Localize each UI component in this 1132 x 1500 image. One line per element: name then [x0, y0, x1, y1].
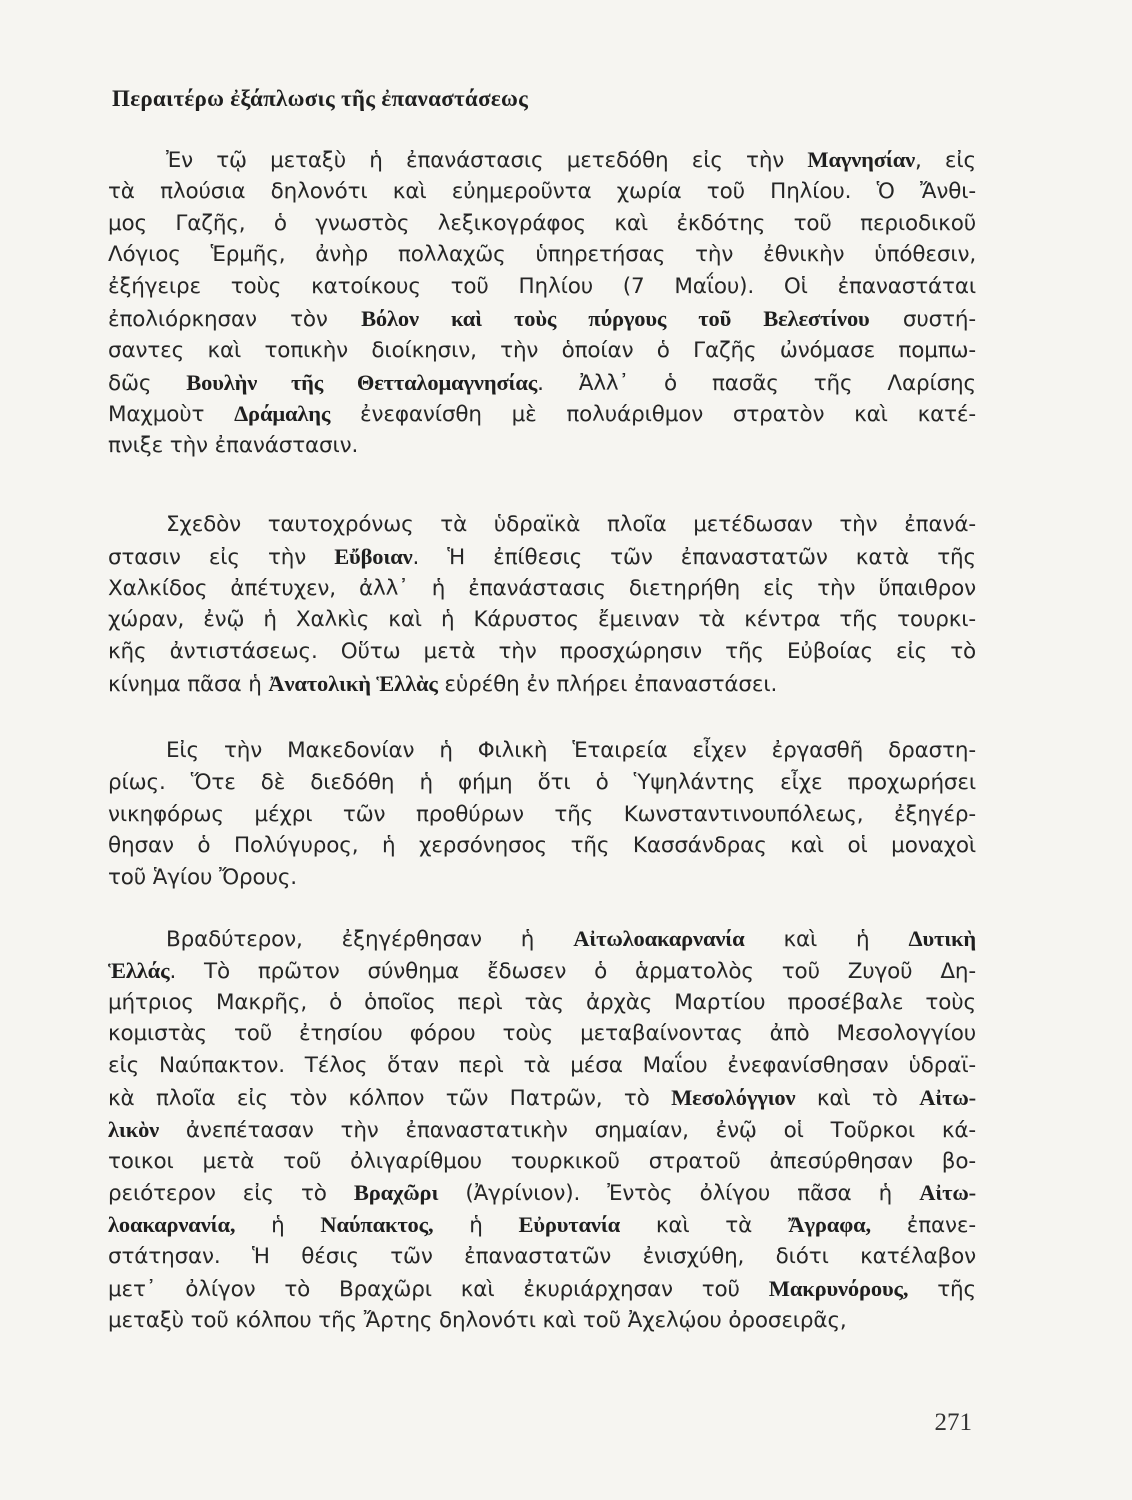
bold-term: Αἰτω- — [919, 1180, 976, 1206]
text-segment: , εἰς — [915, 148, 976, 173]
text-segment: στάτησαν. Ἡ θέσις τῶν ἐπαναστατῶν ἐνισχύθη, διότι κατέλαβον — [108, 1243, 976, 1269]
text-line — [108, 176, 976, 208]
text-segment: εἰς Ναύπακτον. Τέλος ὅταν περὶ τὰ μέσα Μαΐου ἐνεφανίσθησαν ὑδραϊ- — [108, 1053, 976, 1079]
text-segment: κομιστὰς τοῦ ἐτησίου φόρου τοὺς μεταβαίνοντας ἀπὸ Μεσολογγίου — [108, 1021, 976, 1047]
text-segment: ἐνεφανίσθη μὲ πολυάριθμον στρατὸν καὶ κατέ- — [330, 402, 976, 428]
text-segment: Μαχμοὺτ — [108, 402, 235, 428]
text-segment: τῆς — [908, 1276, 976, 1302]
bold-term: Βουλὴν τῆς Θετταλομαγνησίας — [186, 369, 538, 395]
text-segment: σαντες καὶ τοπικὴν διοίκησιν, τὴν ὁποίαν ὁ Γαζῆς ὠνόμασε πομπω- — [108, 337, 976, 363]
text-line — [108, 1114, 976, 1146]
text-segment: μεταξὺ τοῦ κόλπου τῆς Ἄρτης δηλονότι καὶ τοῦ Ἀχελῴου ὀροσειρᾶς, — [108, 1307, 847, 1333]
text-line — [108, 541, 976, 573]
text-segment: δῶς — [108, 370, 187, 396]
bold-term: Εὔβοιαν — [334, 543, 413, 569]
text-line — [108, 239, 976, 271]
bold-term: Αἰτωλοακαρνανία — [573, 926, 745, 951]
text-line — [108, 509, 976, 541]
text-line — [108, 398, 976, 430]
text-segment: μήτριος Μακρῆς, ὁ ὁποῖος περὶ τὰς ἀρχὰς Μαρτίου προσέβαλε τοὺς — [108, 989, 976, 1015]
text-segment: στασιν εἰς τὴν — [108, 544, 335, 570]
text-line — [108, 1273, 976, 1305]
text-segment: ἡ — [433, 1213, 519, 1239]
text-segment: . Ἡ ἐπίθεσις τῶν ἐπαναστατῶν κατὰ τῆς — [412, 544, 976, 570]
text-segment: μος Γαζῆς, ὁ γνωστὸς λεξικογράφος καὶ ἐκδότης τοῦ περιοδικοῦ — [108, 210, 976, 236]
text-segment: . Τὸ πρῶτον σύνθημα ἔδωσεν ὁ ἁρματολὸς τοῦ Ζυγοῦ Δη- — [169, 958, 976, 984]
text-segment: Εἰς τὴν Μακεδονίαν ἡ Φιλικὴ Ἑταιρεία εἶχεν ἐργασθῆ δραστη- — [166, 738, 976, 763]
text-line — [108, 430, 976, 462]
text-line — [108, 735, 976, 767]
text-line — [108, 604, 976, 636]
text-line — [108, 636, 976, 668]
text-segment: καὶ ἡ — [744, 927, 909, 952]
text-segment: Λόγιος Ἑρμῆς, ἀνὴρ πολλαχῶς ὑπηρετήσας τὴν ἐθνικὴν ὑπόθεσιν, — [108, 242, 976, 268]
text-line — [108, 1305, 976, 1337]
text-segment: τοῦ Ἁγίου Ὄρους. — [108, 865, 297, 891]
text-segment: κῆς ἀντιστάσεως. Οὕτω μετὰ τὴν προσχώρησιν τῆς Εὐβοίας εἰς τὸ — [108, 639, 976, 665]
text-line — [108, 1146, 976, 1178]
text-line — [108, 271, 976, 303]
bold-term: Ἑλλάς — [108, 957, 170, 983]
text-segment: Σχεδὸν ταυτοχρόνως τὰ ὑδραϊκὰ πλοῖα μετέδωσαν τὴν ἐπανά- — [166, 512, 976, 537]
text-segment: Ἐν τῷ μεταξὺ ἡ ἐπανάστασις μετεδόθη εἰς τὴν — [166, 148, 808, 173]
text-line — [108, 208, 976, 240]
text-line — [108, 862, 976, 894]
bold-term: Ἄγραφα, — [787, 1212, 871, 1238]
text-segment: ἐξήγειρε τοὺς κατοίκους τοῦ Πηλίου (7 Μαΐου). Οἱ ἐπαναστάται — [108, 274, 976, 300]
text-line — [108, 955, 976, 987]
bold-term: Δράμαλης — [234, 401, 331, 427]
paragraph-3 — [108, 735, 976, 894]
bold-term: Αἰτω- — [919, 1084, 976, 1110]
text-segment: τὰ πλούσια δηλονότι καὶ εὐημεροῦντα χωρία τοῦ Πηλίου. Ὁ Ἄνθι- — [108, 178, 976, 204]
bold-term: Μακρυνόρους, — [768, 1275, 909, 1301]
text-segment: Βραδύτερον, ἐξηγέρθησαν ἡ — [166, 927, 574, 952]
text-segment: κίνημα πᾶσα ἡ — [108, 671, 269, 697]
text-line — [108, 987, 976, 1019]
bold-term: Βόλον καὶ τοὺς πύργους τοῦ Βελεστίνου — [361, 305, 870, 331]
text-line — [108, 573, 976, 605]
bold-term: λικὸν — [108, 1116, 160, 1142]
bold-term: Ἀνατολικὴ Ἑλλὰς — [268, 670, 438, 696]
text-line — [108, 830, 976, 862]
text-segment: πνιξε τὴν ἐπανάστασιν. — [108, 433, 359, 459]
text-line — [108, 1082, 976, 1114]
text-segment: θησαν ὁ Πολύγυρος, ἡ χερσόνησος τῆς Κασσάνδρας καὶ οἱ μοναχοὶ — [108, 833, 976, 859]
bold-term: Δυτικὴ — [908, 926, 976, 951]
text-line — [108, 144, 976, 176]
text-line — [108, 335, 976, 367]
bold-term: Μαγνησίαν — [807, 147, 916, 172]
text-segment: μετ᾽ ὀλίγον τὸ Βραχῶρι καὶ ἐκυριάρχησαν τοῦ — [108, 1276, 769, 1302]
paragraph-2 — [108, 509, 976, 700]
section-heading: Περαιτέρω ἐξάπλωσις τῆς ἐπαναστάσεως — [112, 86, 529, 111]
text-segment: εὑρέθη ἐν πλήρει ἐπαναστάσει. — [437, 671, 778, 697]
page-number: 271 — [934, 1409, 972, 1436]
text-line — [108, 1018, 976, 1050]
text-segment: συστή- — [869, 306, 976, 332]
text-line — [108, 668, 976, 700]
text-segment: ἀνεπέτασαν τὴν ἐπαναστατικὴν σημαίαν, ἐνῷ οἱ Τοῦρκοι κά- — [159, 1117, 976, 1143]
text-line — [108, 303, 976, 335]
text-segment: κὰ πλοῖα εἰς τὸν κόλπον τῶν Πατρῶν, τὸ — [108, 1085, 672, 1111]
text-segment: τοικοι μετὰ τοῦ ὀλιγαρίθμου τουρκικοῦ στρατοῦ ἀπεσύρθησαν βο- — [108, 1148, 976, 1174]
text-line — [108, 1050, 976, 1082]
text-line — [108, 767, 976, 799]
text-segment: ἡ — [235, 1213, 321, 1239]
text-line — [108, 923, 976, 955]
text-segment: καὶ τὸ — [795, 1085, 920, 1111]
text-line — [108, 1209, 976, 1241]
text-segment: ρίως. Ὅτε δὲ διεδόθη ἡ φήμη ὅτι ὁ Ὑψηλάντης εἶχε προχωρήσει — [108, 769, 976, 795]
bold-term: Μεσολόγγιον — [671, 1084, 796, 1110]
text-segment: ἐπανε- — [870, 1213, 976, 1239]
text-line — [108, 367, 976, 399]
paragraph-4 — [108, 923, 976, 1336]
text-line — [108, 1177, 976, 1209]
text-segment: ρειότερον εἰς τὸ — [108, 1181, 354, 1207]
text-segment: χώραν, ἐνῷ ἡ Χαλκὶς καὶ ἡ Κάρυστος ἔμειναν τὰ κέντρα τῆς τουρκι- — [108, 607, 976, 633]
text-segment: ἐπολιόρκησαν τὸν — [108, 306, 362, 332]
paragraph-1 — [108, 144, 976, 462]
bold-term: λοακαρνανία, — [108, 1212, 236, 1238]
bold-term: Εὐρυτανία — [518, 1212, 621, 1238]
text-segment: (Ἀγρίνιον). Ἐντὸς ὀλίγου πᾶσα ἡ — [438, 1181, 920, 1207]
text-segment: Χαλκίδος ἀπέτυχεν, ἀλλ᾽ ἡ ἐπανάστασις διετηρήθη εἰς τὴν ὕπαιθρον — [108, 575, 976, 601]
bold-term: Βραχῶρι — [353, 1180, 439, 1206]
text-segment: . Ἀλλ᾽ ὁ πασᾶς τῆς Λαρίσης — [537, 370, 977, 396]
text-segment: νικηφόρως μέχρι τῶν προθύρων τῆς Κωνσταντινουπόλεως, ἐξηγέρ- — [108, 801, 976, 827]
text-segment: καὶ τὰ — [620, 1213, 788, 1239]
bold-term: Ναύπακτος, — [320, 1212, 434, 1238]
text-line — [108, 799, 976, 831]
text-line — [108, 1241, 976, 1273]
